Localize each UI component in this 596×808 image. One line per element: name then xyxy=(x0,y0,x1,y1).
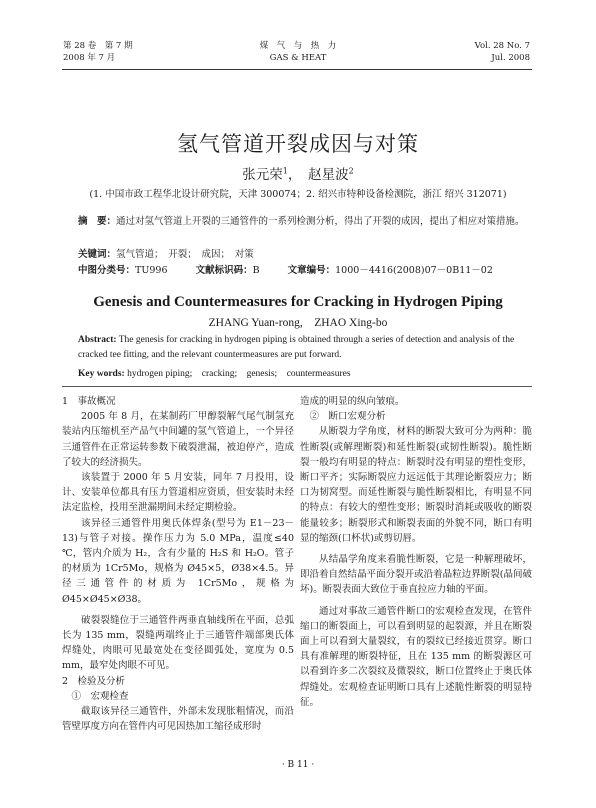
keywords-en-text: hydrogen piping; cracking; genesis; countermeasures xyxy=(127,369,351,379)
header-divider xyxy=(62,69,532,70)
paragraph: 截取该异径三通管件，外部未发现胀粗情况，而沿管壁厚度方向在管件内可见因热加工缩径成形时 xyxy=(62,706,294,733)
abstract-en-label: Abstract: xyxy=(78,335,117,345)
paragraph: 造成的明显的纵向皱痕。 xyxy=(300,396,405,407)
keywords-cn xyxy=(78,247,528,262)
paragraph: 从断裂力学角度，材料的断裂大致可分为两种：脆性断裂(或解理断裂)和延性断裂(或韧性断裂)。脆性断裂一般均有明显的特点：断裂时没有明显的塑性变形，断口平齐；实际断裂应力远远低于其理论断裂应力；断口为韧窝型。而延性断裂与脆性断裂相比，有明显不同的特点：有较大的塑性变形；断裂时消耗或吸收的断裂能量较多；断裂形式和断裂表面的外貌不同，断口有明显的缩颈(口杯状)或剪切唇。 xyxy=(300,426,532,544)
english-authors: ZHANG Yuan-rong, ZHAO Xing-bo xyxy=(208,317,388,329)
subsection-heading: ① 宏观检查 xyxy=(71,690,129,702)
volume-issue: 第 28 卷 第 7 期 xyxy=(63,41,133,51)
paragraph: 通过对事故三通管件断口的宏观检查发现，在管件缩口的断裂面上，可以看到明显的起裂源，并且在断裂面上可以看到大量裂纹，有的裂纹已经接近贯穿。断口具有准解理的断裂特征，且在 135 mm 的断裂源区可以看到许多二次裂纹及微裂纹，断口位置终止于奥氏体焊缝处。宏观检查证明断口具有上述脆性断裂的明显特征。 xyxy=(300,605,532,708)
keywords-text: 氢气管道； 开裂； 成因； 对策 xyxy=(116,249,254,260)
paper-title: 氢气管道开裂成因与对策 xyxy=(177,132,419,156)
abstract-cn xyxy=(78,214,528,229)
doc-code-value: B xyxy=(252,265,260,276)
page-number: · B 11 · xyxy=(281,760,315,770)
volume-issue-en: Vol. 28 No. 7 xyxy=(474,41,530,51)
paragraph: 破裂裂缝位于三通管件两垂直轴线所在平面，总弧长为 135 mm，裂缝两端终止于三通管件端部奥氏体焊缝处，肉眼可见最宽处在变径圆弧处，宽度为 0.5 mm，最窄处肉眼不可见。 xyxy=(62,614,294,672)
body-column-left xyxy=(62,394,294,734)
english-title: Genesis and Countermeasures for Cracking in Hydrogen Piping xyxy=(93,294,503,310)
paragraph: 从结晶学角度来看脆性断裂，它是一种解理破坏，即沿着自然结晶平面分裂开或沿着晶粒边界断裂(晶间破坏)。断裂表面大致位于垂直拉应力轴的平面。 xyxy=(300,554,532,596)
paragraph: 该装置于 2000 年 5 月安装，同年 7 月投用，设计、安装单位都具有压力管道相应资质，但安装时未经法定监检，投用至泄漏期间未经定期检验。 xyxy=(62,472,294,514)
author-name: 赵星波 xyxy=(308,167,349,183)
keywords-en-label: Key words: xyxy=(78,369,125,379)
subsection-heading: ② 断口宏观分析 xyxy=(309,411,386,423)
paragraph: 2005 年 8 月，在某制药厂甲醇裂解气尾气制氢充装站内压缩机至产品气中间罐的氢气管道上，一个异径三通管件在正常运转参数下破裂泄漏，被迫停产，造成了较大的经济损失。 xyxy=(62,411,294,468)
article-number-label: 文章编号： xyxy=(287,265,336,276)
author-name: 张元荣 xyxy=(242,167,283,183)
section-heading: 1 事故概况 xyxy=(62,396,116,407)
abstract-text: 通过对氢气管道上开裂的三通管件的一系列检测分析，得出了开裂的成因，提出了相应对策措施。 xyxy=(116,216,525,227)
doc-code-label: 文献标识码： xyxy=(195,265,253,276)
journal-volume-info-en xyxy=(475,40,530,64)
clc-label: 中图分类号： xyxy=(78,265,136,276)
classification-line xyxy=(78,263,528,278)
keywords-en xyxy=(78,365,528,379)
publication-date: 2008 年 7 月 xyxy=(63,53,116,63)
keywords-label: 关键词： xyxy=(78,249,117,260)
author-affiliation: (1. 中国市政工程华北设计研究院，天津 300074；2. 绍兴市特种设备检测院，浙江 绍兴 312071) xyxy=(89,189,507,200)
author-line xyxy=(0,163,596,183)
article-number-value: 1000－4416(2008)07－0B11－02 xyxy=(335,265,493,276)
author-separator: ， xyxy=(287,167,309,183)
paragraph: 该异径三通管件用奥氏体焊条(型号为 E1－23－13)与管子对接。操作压力为 5.0 MPa，温度≤40 ℃，管内介质为 H₂，含有少量的 H₂S 和 H₂O。管子的材质为 1Cr5Mo，规格为 Ø45×5，Ø38×4.5。异径三通管件的材质为 1Cr5Mo，规格为 Ø45×Ø45×Ø38。 xyxy=(62,517,294,605)
abstract-en-text: The genesis for cracking in hydrogen piping is obtained through a series of detection and analysis of the cracked tee fitting, and the relevant countermeasures are put forward. xyxy=(78,335,515,360)
affiliation-marker: 2 xyxy=(348,166,354,176)
publication-date-en: Jul. 2008 xyxy=(491,53,530,63)
journal-name-cn: 煤 气 与 热 力 xyxy=(259,41,337,51)
abstract-en xyxy=(78,333,528,363)
body-column-right xyxy=(300,394,532,710)
section-heading: 2 检验及分析 xyxy=(62,675,126,687)
affiliation-marker: 1 xyxy=(282,166,288,176)
section-divider xyxy=(62,386,532,387)
clc-value: TU996 xyxy=(135,265,168,276)
abstract-label: 摘 要： xyxy=(78,216,117,227)
journal-name-en: GAS & HEAT xyxy=(269,53,327,63)
